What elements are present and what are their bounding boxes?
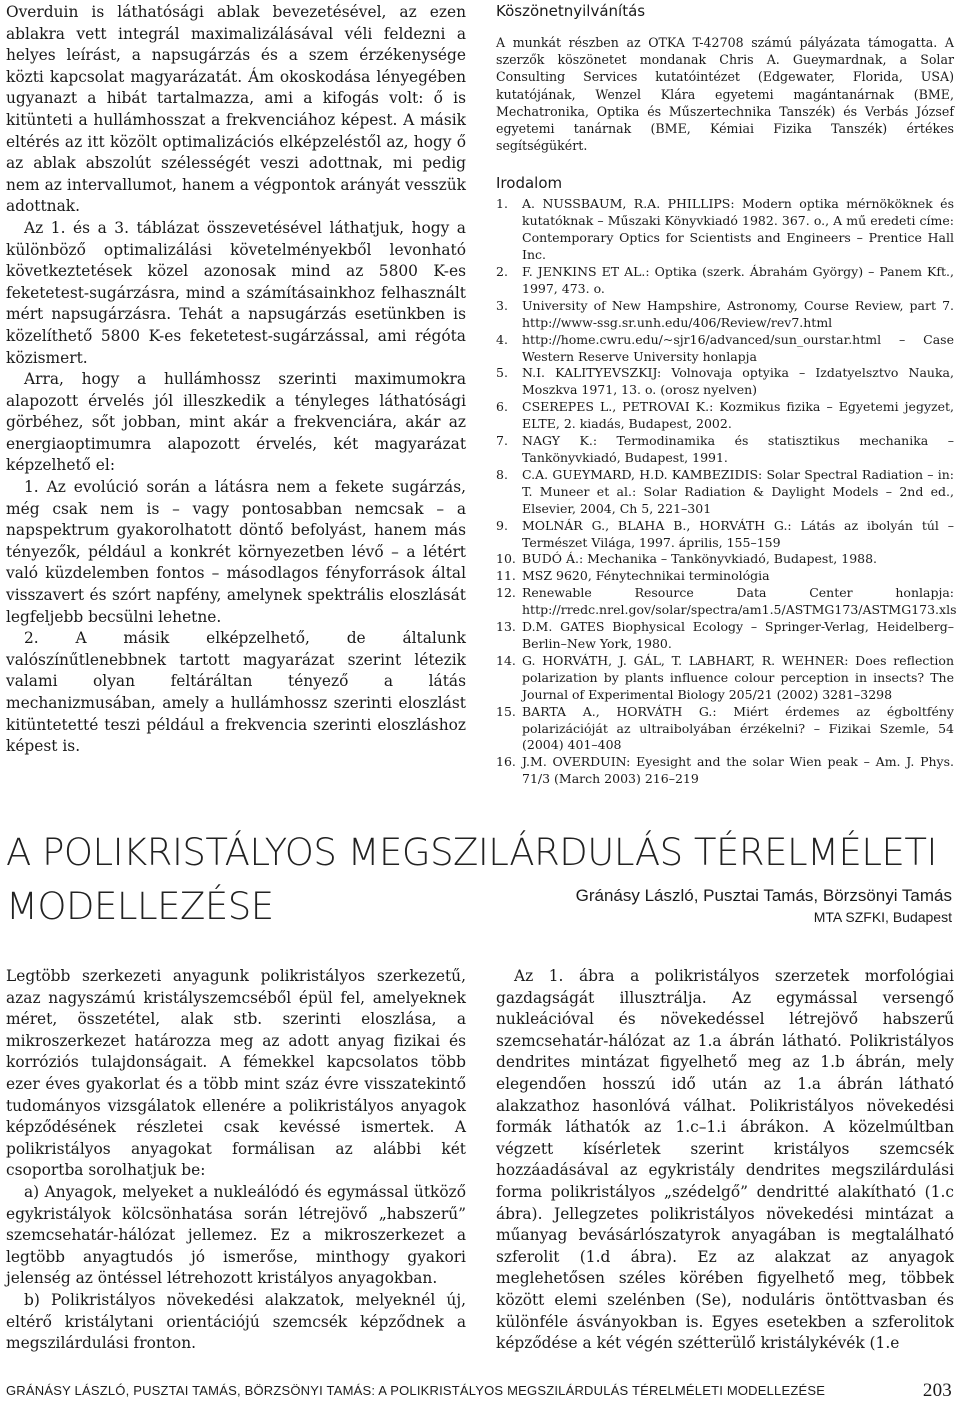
reference-item: 15. BARTA A., HORVÁTH G.: Miért érdemes az égboltfény polarizációját az ultraibolyában érzékelni? – Fizikai Szemle, 54 (2004) 401–408	[496, 703, 954, 753]
author-names: Gránásy László, Pusztai Tamás, Börzsönyi Tamás	[575, 886, 952, 905]
right-column	[496, 2, 957, 788]
author-affiliation: MTA SZFKI, Budapest	[813, 909, 952, 925]
article-left-column	[6, 966, 466, 1355]
paragraph: b) Polikristályos növekedési alakzatok, melyeknél új, eltérő kristálytani orientációjú szemcsék képződnek a megszilárdulási fronton.	[6, 1290, 466, 1353]
reference-item: 2. F. JENKINS ET AL.: Optika (szerk. Ábrahám György) – Panem Kft., 1997, 473. o.	[496, 264, 954, 296]
reference-item: 3. University of New Hampshire, Astronomy, Course Review, part 7. http://www-ssg.sr.unh.edu/406/Review/rev7.html	[496, 297, 954, 330]
reference-item: 1. A. NUSSBAUM, R.A. PHILLIPS: Modern optika mérnököknek és kutatóknak – Műszaki Könyvkiadó 1982. 367. o., A mű eredeti címe: Contemporary Optics for Scientists and Engineers – Prentice Hall Inc.	[496, 196, 954, 263]
running-title: GRÁNÁSY LÁSZLÓ, PUSZTAI TAMÁS, BÖRZSÖNYI TAMÁS: A POLIKRISTÁLYOS MEGSZILÁRDULÁS TÉRELMÉLETI MODELLEZÉSE	[6, 1383, 826, 1398]
acknowledgement-section	[496, 2, 954, 154]
references-heading: Irodalom	[496, 174, 563, 193]
paragraph: 1. Az evolúció során a látásra nem a fekete sugárzás, még csak nem is – vagy pontosabban nemcsak – a napspektrum gyakorolhatott döntő befolyást, hanem más tényezők, például a konkrét környezetben lévő – a létért való küzdelemben fontos – másodlagos fényforrások által visszavert és szórt napfény, amelynek spektrális eloszlását legfeljebb becsülni lehetne.	[6, 478, 466, 626]
reference-item: 10. BUDÓ Á.: Mechanika – Tankönyvkiadó, Budapest, 1988.	[496, 551, 878, 567]
acknowledgement-heading: Köszönetnyilvánítás	[496, 2, 646, 20]
reference-item: 11. MSZ 9620, Fénytechnikai terminológia	[496, 568, 770, 584]
article-title-line2: MODELLEZÉSE	[6, 885, 274, 928]
reference-item: 14. G. HORVÁTH, J. GÁL, T. LABHART, R. WEHNER: Does reflection polarization by plants influence colour perception in insects? The Journal of Experimental Biology 205/21 (2002) 3281–3298	[496, 652, 954, 702]
acknowledgement-text: A munkát részben az OTKA T-42708 számú pályázata támogatta. A szerzők köszönetet mondanak Chris A. Gueymardnak, a Solar Consulting Services kutatóintézet (Edgewater, Florida, USA) kutatójának, Wenzel Klára egyetemi magántanárnak (BME, Mechatronika, Optika és Műszertechnika Tanszék) és Verbás József egyetemi tanárnak (BME, Kémiai Fizika Tanszék) értékes segítségükért.	[496, 35, 954, 154]
references-section	[496, 174, 957, 788]
reference-item: 4. http://home.cwru.edu/~sjr16/advanced/sun_ourstar.html – Case Western Reserve University honlapja	[496, 331, 954, 364]
reference-item: 7. NAGY K.: Termodinamika és statisztikus mechanika – Tankönyvkiadó, Budapest, 1991.	[496, 433, 954, 466]
author-block	[576, 885, 952, 927]
paragraph: 2. A másik elképzelhető, de általunk valószínűtlenebbnek tartott magyarázat szerint létezik valami olyan feltáráltan tényező a látás mechanizmusában, amely a hullámhossz szerinti eloszlást kitüntetetté teszi például a frekvencia szerinti eloszláshoz képest is.	[6, 629, 466, 756]
paragraph: Az 1. ábra a polikristályos szerzetek morfológiai gazdagságát illusztrálja. Az egymással versengő nukleációval és növekedéssel létrejövő habszerű szemcsehatár-hálózat az 1.a ábrán látható. Polikristályos dendrites mintázat figyelhető meg az 1.b ábrán, mely elegendően hosszú idő után az 1.a ábrán látható alakzathoz hasonlóvá válhat. Polikristályos növekedési formák láthatók az 1.c–1.i ábrákon. A közelmúltban végzett kísérletek szerint kristályos szemcsék hozzáadásával az egykristály dendrites megszilárdulási forma polikristályos „szédelgő” dendritté alakítható (1.c ábra). Jellegzetes polikristályos növekedési mintázat a műanyag bevásárlószatyrok anyagában is megtalálható szferolit (1.d ábra). Ez az alakzat az anyagok meglehetősen széles körében figyelhető meg, többek között elemi szelénben (Se), noduláris öntöttvasban és különféle ásványokban is. Egyes esetekben a szferolitok képződése a két végén szétterülő kristálykévék (1.e	[496, 967, 954, 1353]
reference-item: 13. D.M. GATES Biophysical Ecology – Springer-Verlag, Heidelberg–Berlin–New York, 1980.	[496, 619, 954, 651]
left-column	[6, 2, 466, 758]
article-right-column	[496, 966, 954, 1355]
paragraph: Overduin is láthatósági ablak bevezetésével, az ezen ablakra vett integrál maximalizálásával véli feldezni a helyes leírást, a napsugárzás és a szem érzékenysége közti kapcsolat magyarázatát. Ám okoskodása lényegében ugyanazt a hibát tartalmazza, ami a kifogás volt: ő is kitünteti a hullámhosszat a frekvenciához képest. A másik eltérés az itt közölt optimalizációs elképzeléstől az, hogy ő az ablak abszolút szélességét veszi adottnak, mi pedig nem az intervallumot, hanem a végpontok arányát vesszük adottnak.	[6, 3, 466, 216]
reference-list	[496, 196, 957, 788]
paragraph: Az 1. és a 3. táblázat összevetésével láthatjuk, hogy a különböző optimalizálási követelményekből levonható következtetések közel azonosak mind az 5800 K-es feketetest-sugárzásra, mind a számításainkhoz felhasznált mért napsugárzásra. Tehát a napsugárzás esetünkben is közelíthető 5800 K-es feketetest-sugárzással, ami régóta közismert.	[6, 218, 466, 367]
reference-item: 9. MOLNÁR G., BLAHA B., HORVÁTH G.: Látás az ibolyán túl – Természet Világa, 1997. április, 155–159	[496, 517, 954, 550]
page-number: 203	[922, 1380, 952, 1401]
paragraph: Arra, hogy a hullámhossz szerinti maximumokra alapozott érvelés jól illeszkedik a tényleges láthatósági görbéhez, sőt jobban, mint akár a frekvenciára, akár az energiaoptimumra alapozott érvelés, két magyarázat képzelhető el:	[6, 370, 466, 475]
reference-item: 12. Renewable Resource Data Center honlapja: http://rredc.nrel.gov/solar/spectra/am1.5/ASTMG173/ASTMG173.xls	[496, 585, 957, 618]
paragraph: a) Anyagok, melyeket a nukleálódó és egymással ütköző egykristályok kölcsönhatása során létrejövő „habszerű” szemcsehatár-hálózat jellemez. Ez a mikroszerkezet a legtöbb anyagtudós jó ismerőse, minthogy gyakori jelenség az öntéssel létrehozott kristályos anyagokban.	[6, 1182, 466, 1288]
paragraph: Legtöbb szerkezeti anyagunk polikristályos szerkezetű, azaz nagyszámú kristályszemcséből épül fel, amelyeknek méret, összetétel, alak stb. szerinti eloszlása, a mikroszerkezet határozza meg az adott anyag fizikai és korróziós tulajdonságait. A fémekkel kapcsolatos több ezer éves gyakorlat és a több mint száz évre visszatekintő tudományos vizsgálatok ellenére a polikristályos anyagok képződésének részletei csak kevéssé ismertek. A polikristályos anyagokat formálisan az alábbi két csoportba sorolhatjuk be:	[6, 967, 466, 1180]
reference-item: 16. J.M. OVERDUIN: Eyesight and the solar Wien peak – Am. J. Phys. 71/3 (March 2003) 216–219	[496, 754, 954, 787]
reference-item: 8. C.A. GUEYMARD, H.D. KAMBEZIDIS: Solar Spectral Radiation – in: T. Muneer et al.: Solar Radiation & Daylight Models – 2nd ed., Elsevier, 2004, Ch 5, 221–301	[496, 466, 954, 516]
reference-item: 5. N.I. KALITYEVSZKIJ: Volnovaja optyika – Izdatyelsztvo Nauka, Moszkva 1971, 13. o. (orosz nyelven)	[496, 365, 954, 398]
page-footer	[6, 1380, 952, 1402]
article-title-line1: A POLIKRISTÁLYOS MEGSZILÁRDULÁS TÉRELMÉLETI	[6, 831, 937, 874]
reference-item: 6. CSEREPES L., PETROVAI K.: Kozmikus fizika – Egyetemi jegyzet, ELTE, 2. kiadás, Budapest, 2002.	[496, 399, 954, 432]
